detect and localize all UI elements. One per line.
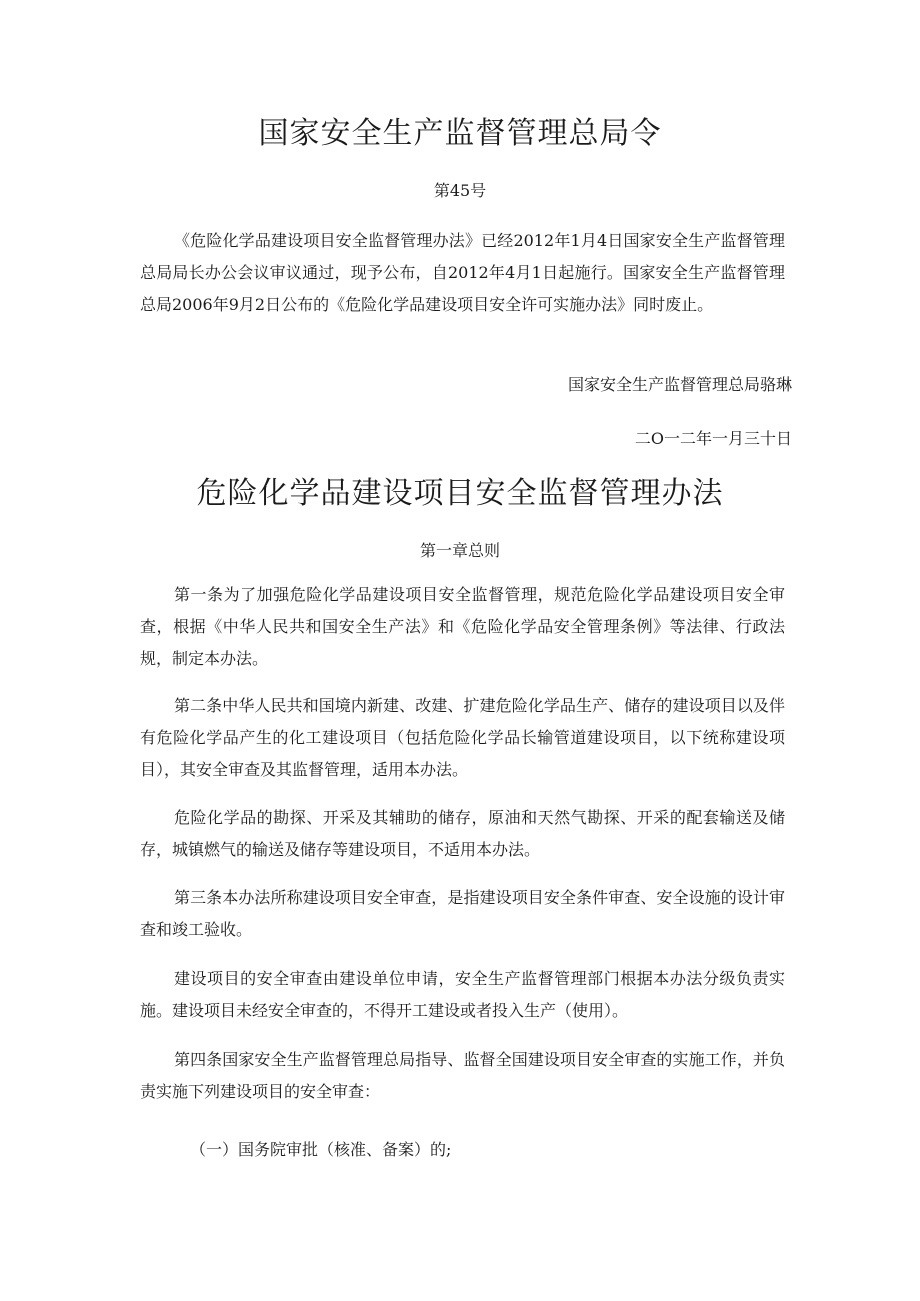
order-intro-paragraph: 《危险化学品建设项目安全监督管理办法》已经2012年1月4日国家安全生产监督管理总局局长办公会议审议通过，现予公布，自2012年4月1日起施行。国家安全生产监督管理总局2006年9月2日公布的《危险化学品建设项目安全许可实施办法》同时废止。: [140, 231, 785, 314]
order-number: 第45号: [433, 181, 487, 200]
article-4-paragraph: 第四条国家安全生产监督管理总局指导、监督全国建设项目安全审查的实施工作，并负责实施下列建设项目的安全审查：: [140, 1050, 785, 1101]
chapter-heading: 第一章总则: [419, 541, 500, 560]
article-3-application-paragraph: 建设项目的安全审查由建设单位申请，安全生产监督管理部门根据本办法分级负责实施。建设项目未经安全审查的，不得开工建设或者投入生产（使用）。: [140, 969, 785, 1020]
measures-title: 危险化学品建设项目安全监督管理办法: [196, 476, 724, 511]
article-1-paragraph: 第一条为了加强危险化学品建设项目安全监督管理，规范危险化学品建设项目安全审查，根据《中华人民共和国安全生产法》和《危险化学品安全管理条例》等法律、行政法规，制定本办法。: [140, 585, 785, 668]
article-4-item-1: （一）国务院审批（核准、备案）的;: [190, 1140, 452, 1159]
article-3-paragraph: 第三条本办法所称建设项目安全审查，是指建设项目安全条件审查、安全设施的设计审查和竣工验收。: [140, 888, 785, 939]
order-date: 二O一二年一月三十日: [634, 429, 792, 448]
order-signer: 国家安全生产监督管理总局骆琳: [567, 375, 792, 394]
article-2-paragraph: 第二条中华人民共和国境内新建、改建、扩建危险化学品生产、储存的建设项目以及伴有危险化学品产生的化工建设项目（包括危险化学品长输管道建设项目，以下统称建设项目），其安全审查及其监督管理，适用本办法。: [140, 696, 785, 779]
order-title: 国家安全生产监督管理总局令: [258, 116, 662, 151]
article-2-exclusion-paragraph: 危险化学品的勘探、开采及其辅助的储存，原油和天然气勘探、开采的配套输送及储存，城镇燃气的输送及储存等建设项目，不适用本办法。: [140, 808, 785, 859]
